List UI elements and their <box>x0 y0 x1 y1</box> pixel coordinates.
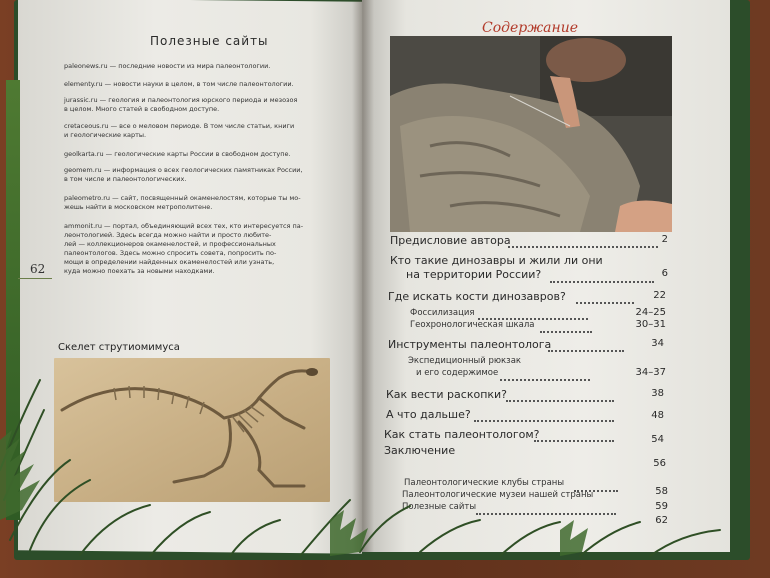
site-line: лей — коллекционеров окаменелостей, и профессиональных <box>64 240 276 248</box>
toc-leader <box>534 438 614 442</box>
toc-page-number: 56 <box>653 458 666 469</box>
toc-leader <box>548 348 624 352</box>
excavation-photo <box>390 36 672 232</box>
site-line: geomem.ru — информация о всех геологических памятниках России, <box>64 166 303 174</box>
toc-page-number: 30–31 <box>635 319 666 330</box>
toc-entry: Как стать палеонтологом? <box>384 428 540 441</box>
site-entry <box>64 166 344 184</box>
toc-subentry: Палеонтологические музеи нашей страны <box>402 490 594 500</box>
site-line: леонтологией. Здесь всегда можно найти и просто любите- <box>64 231 272 239</box>
toc-leader <box>540 329 592 333</box>
toc-entry: Заключение <box>384 444 456 457</box>
excavation-illustration <box>390 36 672 232</box>
skeleton-photo <box>54 358 330 502</box>
site-line: paleometro.ru — сайт, посвященный окаменелостям, которые ты мо- <box>64 194 301 202</box>
toc-page-number: 54 <box>651 434 664 445</box>
toc-page-number: 2 <box>661 234 668 245</box>
toc-subentry: Фоссилизация <box>410 308 475 318</box>
site-line: в том числе и палеонтологических. <box>64 175 187 183</box>
toc-leader <box>550 279 654 283</box>
toc-entry: А что дальше? <box>386 408 471 421</box>
site-line: cretaceous.ru — все о меловом периоде. В том числе статьи, книги <box>64 122 295 130</box>
page-number-rule <box>18 278 52 279</box>
site-line: elementy.ru — новости науки в целом, в том числе палеонтологии. <box>64 80 294 88</box>
photo-caption: Скелет струтиомимуса <box>58 342 180 353</box>
toc-entry: Где искать кости динозавров? <box>388 290 566 303</box>
skeleton-illustration <box>54 358 330 502</box>
site-entry <box>64 122 344 140</box>
site-line: paleonews.ru — последние новости из мира палеонтологии. <box>64 62 271 70</box>
toc-subentry: и его содержимое <box>416 368 499 378</box>
toc-page-number: 62 <box>655 515 668 526</box>
toc-leader <box>476 511 616 515</box>
site-line: куда можно поехать за новыми находками. <box>64 267 215 275</box>
toc-page-number: 34–37 <box>635 367 666 378</box>
site-entry <box>64 150 344 159</box>
site-entry <box>64 80 344 89</box>
toc-entry: Предисловие автора <box>390 234 511 247</box>
toc-leader <box>474 418 614 422</box>
toc-page-number: 58 <box>655 486 668 497</box>
site-line: палеонтологов. Здесь можно спросить совета, попросить по- <box>64 249 277 257</box>
toc-page-number: 48 <box>651 410 664 421</box>
site-entry <box>64 222 344 276</box>
site-line: мощи в определении найденных окаменелостей или узнать, <box>64 258 275 266</box>
page-edge-decoration <box>6 80 20 520</box>
site-entry <box>64 194 344 212</box>
toc-page-number: 22 <box>653 290 666 301</box>
toc-entry: Кто такие динозавры и жили ли они <box>390 254 603 267</box>
site-line: jurassic.ru — геология и палеонтология юрского периода и мезозоя <box>64 96 298 104</box>
toc-title: Содержание <box>482 20 579 36</box>
page-number: 62 <box>30 262 46 276</box>
site-line: ammonit.ru — портал, объединяющий всех тех, кто интересуется па- <box>64 222 304 230</box>
book-gutter <box>352 0 374 552</box>
toc-page-number: 24–25 <box>635 307 666 318</box>
site-entry <box>64 96 344 114</box>
toc-subentry: Экспедиционный рюкзак <box>408 356 522 366</box>
toc-leader <box>506 398 614 402</box>
left-page-title: Полезные сайты <box>150 34 269 48</box>
toc-entry: на территории России? <box>406 268 542 281</box>
site-line: жешь найти в московском метрополитене. <box>64 203 213 211</box>
toc-page-number: 38 <box>651 388 664 399</box>
site-line: geolkarta.ru — геологические карты России в свободном доступе. <box>64 150 291 158</box>
toc-page-number: 34 <box>651 338 664 349</box>
toc-page-number: 59 <box>655 501 668 512</box>
toc-entry: Как вести раскопки? <box>386 388 508 401</box>
toc-subentry: Геохронологическая шкала <box>410 320 535 330</box>
site-entry <box>64 62 344 71</box>
toc-leader <box>500 377 590 381</box>
toc-subentry: Полезные сайты <box>402 502 477 512</box>
toc-page-number: 6 <box>661 268 668 279</box>
site-line: в целом. Много статей в свободном доступе. <box>64 105 220 113</box>
toc-subentry: Палеонтологические клубы страны <box>404 478 565 488</box>
toc-entry: Инструменты палеонтолога <box>388 338 552 351</box>
site-line: и геологические карты. <box>64 131 147 139</box>
